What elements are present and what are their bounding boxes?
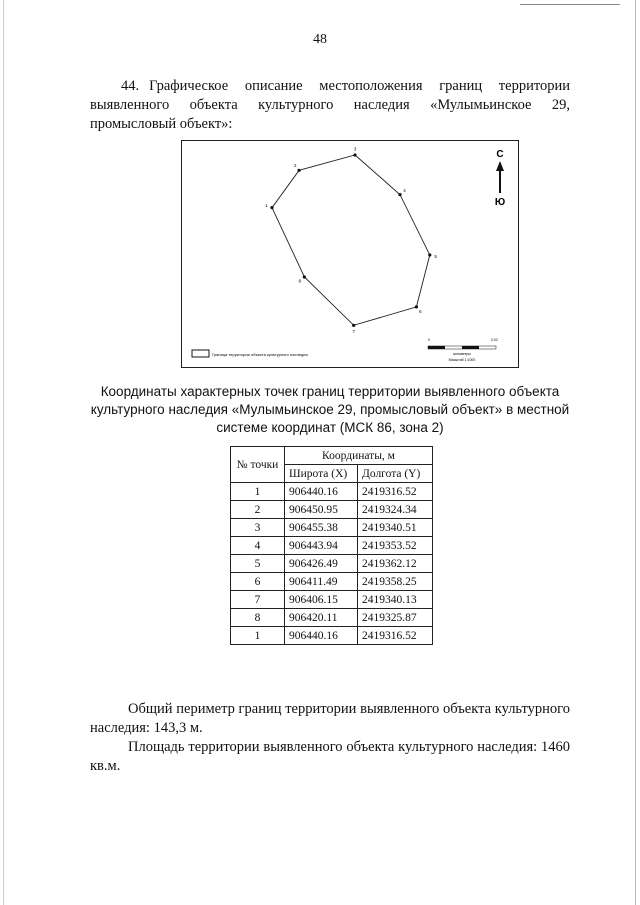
- boundary-point-marker: [398, 193, 401, 196]
- table-row: [231, 573, 433, 591]
- scale-bar-seg-3: [462, 346, 479, 349]
- table-row: [231, 609, 433, 627]
- cell-lat: 906440.16: [285, 627, 358, 645]
- header-coords: Координаты, м: [285, 447, 433, 465]
- section-title: Графическое описание местоположения границ территории выявленного объекта культурного наследия «Мулымьинское 29, промысловый объект»:: [90, 78, 570, 132]
- boundary-point-marker: [270, 206, 273, 209]
- cell-lat: 906443.94: [285, 537, 358, 555]
- table-row: [231, 591, 433, 609]
- boundary-point-marker: [428, 253, 431, 256]
- north-arrow: [495, 149, 505, 208]
- section-heading: [90, 77, 570, 134]
- scale-tick-start: 0: [428, 338, 430, 342]
- cell-lat: 906450.95: [285, 501, 358, 519]
- cell-lon: 2419324.34: [358, 501, 433, 519]
- boundary-point-marker: [352, 324, 355, 327]
- boundary-map: [181, 140, 519, 368]
- boundary-point-marker: [297, 169, 300, 172]
- page-number: 48: [313, 32, 327, 47]
- scale-unit: километры: [453, 352, 471, 356]
- boundary-point-label: 4: [403, 188, 406, 194]
- table-row: [231, 555, 433, 573]
- section-number: 44.: [121, 78, 140, 94]
- cell-point: 2: [231, 501, 285, 519]
- cell-lat: 906411.49: [285, 573, 358, 591]
- coordinates-caption: Координаты характерных точек границ территории выявленного объекта культурного наследия «Мулымьинское 29, промысловый объект» в местной системе координат (МСК 86, зона 2): [90, 384, 570, 435]
- boundary-point-marker: [353, 153, 356, 156]
- table-row: [231, 627, 433, 645]
- scale-bar: [428, 338, 498, 362]
- scan-edge-right: [635, 0, 636, 905]
- cell-lon: 2419316.52: [358, 483, 433, 501]
- coordinates-table: [230, 446, 433, 645]
- cell-lon: 2419325.87: [358, 609, 433, 627]
- cell-point: 5: [231, 555, 285, 573]
- table-header-row: [231, 447, 433, 465]
- boundary-point-label: 6: [419, 308, 422, 314]
- cell-point: 1: [231, 483, 285, 501]
- cell-point: 1: [231, 627, 285, 645]
- scan-edge-top: [520, 4, 620, 5]
- header-latitude: Широта (X): [285, 465, 358, 483]
- scale-text: Масштаб 1:1000: [448, 358, 476, 362]
- cell-lon: 2419340.51: [358, 519, 433, 537]
- cell-point: 3: [231, 519, 285, 537]
- perimeter-text: Общий периметр границ территории выявленного объекта культурного наследия: 143,3 м.: [90, 701, 570, 736]
- map-legend: [192, 350, 308, 357]
- scan-edge-left: [3, 0, 4, 905]
- cell-lat: 906455.38: [285, 519, 358, 537]
- cell-point: 7: [231, 591, 285, 609]
- table-row: [231, 501, 433, 519]
- scale-bar-seg-1: [428, 346, 445, 349]
- boundary-map-canvas: [182, 141, 518, 367]
- header-longitude: Долгота (Y): [358, 465, 433, 483]
- cell-point: 8: [231, 609, 285, 627]
- table-row: [231, 537, 433, 555]
- north-arrow-head: [496, 161, 504, 171]
- legend-swatch: [192, 350, 209, 357]
- cell-lon: 2419358.25: [358, 573, 433, 591]
- south-label: Ю: [494, 197, 506, 208]
- cell-point: 4: [231, 537, 285, 555]
- boundary-points: [265, 147, 437, 334]
- boundary-point-marker: [303, 275, 306, 278]
- cell-lon: 2419340.13: [358, 591, 433, 609]
- area-text: Площадь территории выявленного объекта культурного наследия: 1460 кв.м.: [90, 739, 570, 774]
- cell-point: 6: [231, 573, 285, 591]
- scale-tick-end: 0.02: [491, 338, 498, 342]
- cell-lon: 2419362.12: [358, 555, 433, 573]
- header-point: № точки: [231, 447, 285, 483]
- perimeter-paragraph: [90, 700, 570, 738]
- cell-lat: 906440.16: [285, 483, 358, 501]
- boundary-point-label: 2: [293, 163, 297, 169]
- legend-text: Граница территории объекта культурного наследия: [212, 352, 308, 357]
- boundary-point-label: 8: [298, 278, 301, 284]
- boundary-point-label: 1: [265, 203, 268, 209]
- table-row: [231, 483, 433, 501]
- boundary-point-label: 5: [434, 253, 437, 259]
- cell-lat: 906406.15: [285, 591, 358, 609]
- boundary-polygon: [272, 155, 430, 325]
- boundary-point-label: 7: [352, 328, 355, 334]
- table-row: [231, 519, 433, 537]
- area-paragraph: [90, 738, 570, 776]
- north-label: С: [496, 149, 504, 160]
- boundary-point-label: 3: [353, 146, 357, 152]
- cell-lat: 906420.11: [285, 609, 358, 627]
- boundary-point-marker: [415, 305, 418, 308]
- cell-lon: 2419316.52: [358, 627, 433, 645]
- cell-lat: 906426.49: [285, 555, 358, 573]
- cell-lon: 2419353.52: [358, 537, 433, 555]
